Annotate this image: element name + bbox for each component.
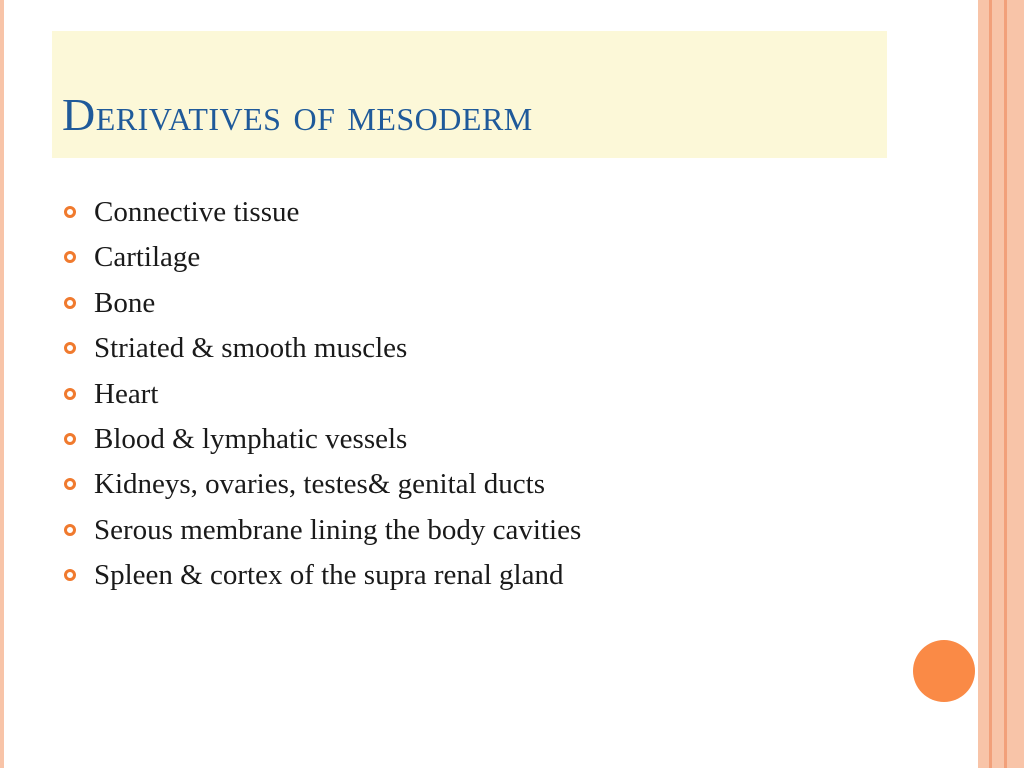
bullet-text: Heart <box>94 377 159 410</box>
right-frame-line-1 <box>989 0 992 768</box>
bullet-text: Striated & smooth muscles <box>94 332 408 365</box>
bullet-text: Blood & lymphatic vessels <box>94 422 408 455</box>
orange-circle-icon <box>913 640 975 702</box>
ring-bullet-icon <box>64 206 76 218</box>
bullet-text: Bone <box>94 286 156 319</box>
ring-bullet-icon <box>64 524 76 536</box>
ring-bullet-icon <box>64 433 76 445</box>
left-frame-border <box>0 0 4 768</box>
ring-bullet-icon <box>64 388 76 400</box>
bullet-text: Kidneys, ovaries, testes& genital ducts <box>94 468 546 501</box>
right-frame-band <box>978 0 1024 768</box>
ring-bullet-icon <box>64 251 76 263</box>
bullet-text: Serous membrane lining the body cavities <box>94 513 582 546</box>
title-box <box>52 31 887 158</box>
ring-bullet-icon <box>64 297 76 309</box>
bullet-text: Spleen & cortex of the supra renal gland <box>94 559 564 592</box>
right-frame-line-2 <box>1004 0 1007 768</box>
ring-bullet-icon <box>64 569 76 581</box>
ring-bullet-icon <box>64 342 76 354</box>
ring-bullet-icon <box>64 478 76 490</box>
bullet-text: Connective tissue <box>94 196 300 228</box>
slide-title: Derivatives of mesoderm <box>62 89 533 140</box>
bullet-text: Cartilage <box>94 241 201 274</box>
